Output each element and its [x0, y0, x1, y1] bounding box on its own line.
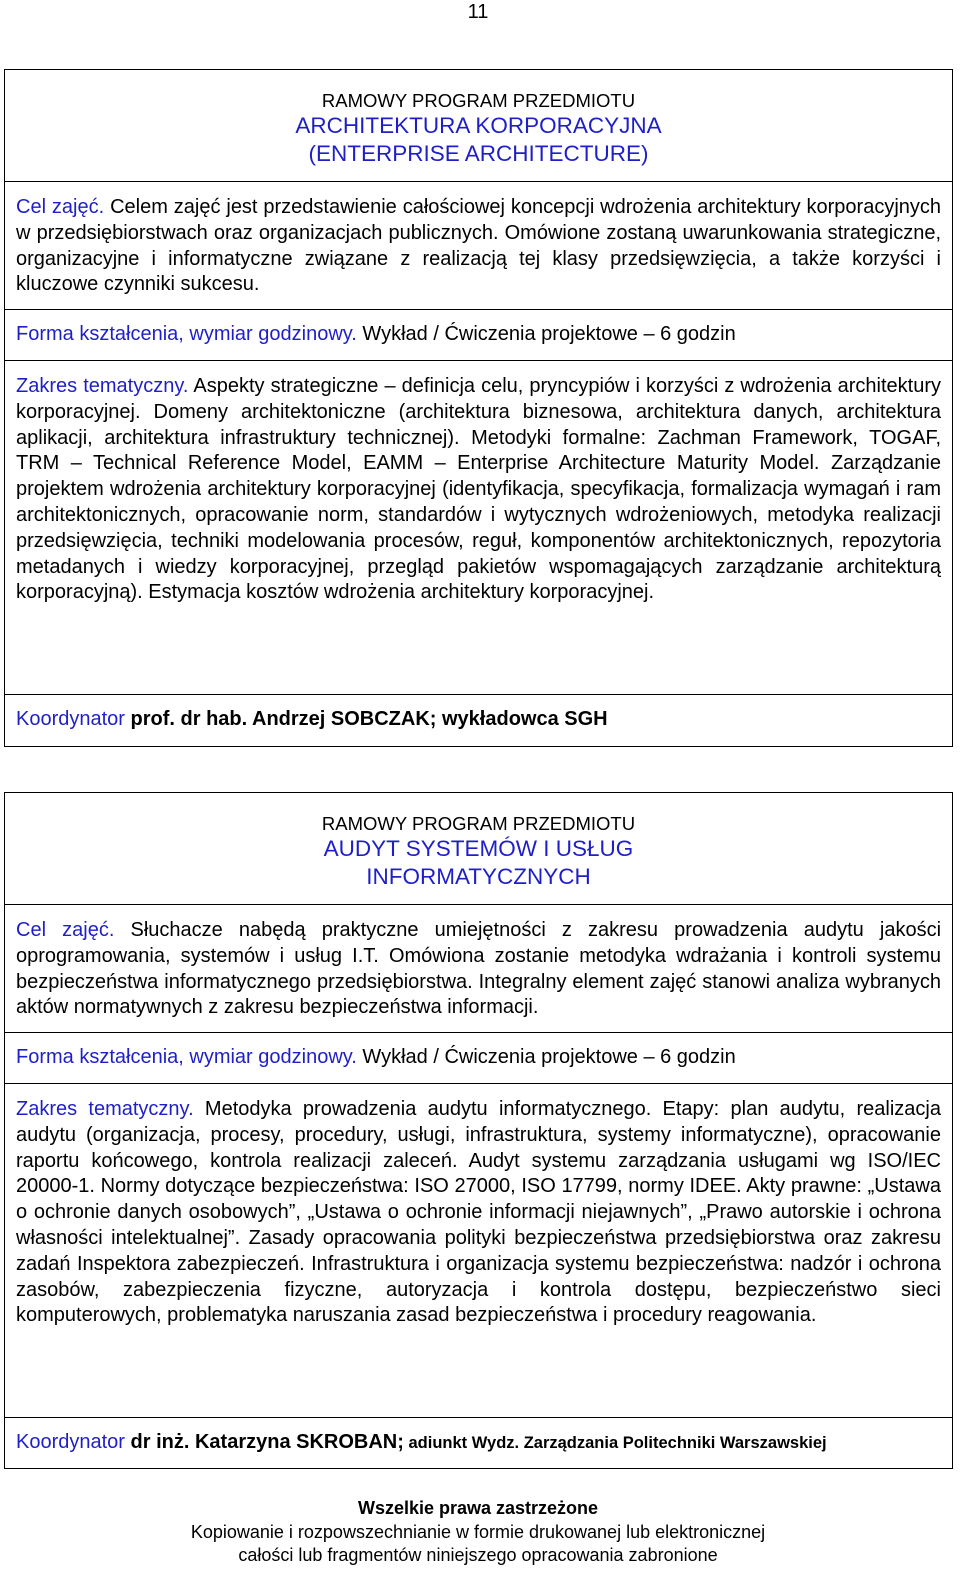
- coordinator-label: Koordynator: [16, 708, 125, 730]
- course-table-it-audit: [4, 792, 953, 1469]
- course-table-enterprise-architecture: [4, 69, 953, 747]
- course-goal: [5, 905, 953, 1033]
- course-scope: [5, 1084, 953, 1418]
- footer-copy-notice-2: całości lub fragmentów niniejszego opracowania zabronione: [238, 1545, 718, 1565]
- course-header: [5, 793, 953, 905]
- goal-text: Słuchacze nabędą praktyczne umiejętności z zakresu prowadzenia audytu jakości oprogramowania, systemów i usług I.T. Omówiona zostanie metodyka wdrażania i kontroli systemu bezpieczeństwa informatycznego przedsiębiorstwa. Integralny element zajęć stanowi analiza wybranych aktów normatywnych z zakresu bezpieczeństwa informacji.: [16, 919, 942, 1019]
- form-label: Forma kształcenia, wymiar godzinowy.: [16, 1046, 357, 1068]
- form-label: Forma kształcenia, wymiar godzinowy.: [16, 323, 357, 345]
- goal-text: Celem zajęć jest przedstawienie całościowej koncepcji wdrożenia architektury korporacyjnych w przedsiębiorstwach oraz organizacjach publicznych. Omówione zostaną uwarunkowania strategiczne, organizacyjne i informatyczne związane z realizacją tej klasy przedsięwzięcia, a także korzyści i kluczowe czynniki sukcesu.: [16, 196, 942, 296]
- course-title-line1: ARCHITEKTURA KORPORACYJNA: [295, 113, 662, 138]
- scope-text: Metodyka prowadzenia audytu informatycznego. Etapy: plan audytu, realizacja audytu (organizacja, procesy, procedury, usługi, infrastruktura, systemy informatyczne), opracowanie raportu końcowego, kontrola realizacji zaleceń. Audyt systemu zarządzania usługami wg ISO/IEC 20000-1. Normy dotyczące bezpieczeństwa: ISO 27000, ISO 17799, normy IDEE. Akty prawne: „Ustawa o ochronie danych osobowych”, „Ustawa o ochronie informacji niejawnych”, „Prawo autorskie i ochrona własności intelektualnej”. Zasady opracowania polityki bezpieczeństwa przedsiębiorstwa oraz zakresu zadań Inspektora zabezpieczeń. Infrastruktura i organizacja systemu bezpieczeństwa: nadzór i ochrona zasobów, zabezpieczenia fizyczne, autoryzacja i kontrola dostępu, bezpieczeństwo sieci komputerowych, problematyka naruszania zasad bezpieczeństwa i procedury reagowania.: [16, 1098, 942, 1327]
- course-form: [5, 1033, 953, 1084]
- course-title-line2: INFORMATYCZNYCH: [366, 864, 591, 889]
- course-header: [5, 70, 953, 182]
- course-coordinator: [5, 1418, 953, 1469]
- course-title-line2: (ENTERPRISE ARCHITECTURE): [308, 141, 649, 166]
- course-pretitle: RAMOWY PROGRAM PRZEDMIOTU: [321, 813, 636, 834]
- coordinator-name: prof. dr hab. Andrzej SOBCZAK; wykładowca SGH: [124, 708, 608, 730]
- course-title-line1: AUDYT SYSTEMÓW I USŁUG: [323, 836, 634, 861]
- course-scope: [5, 361, 953, 695]
- goal-label: Cel zajęć.: [16, 196, 105, 218]
- scope-text: Aspekty strategiczne – definicja celu, pryncypiów i korzyści z wdrożenia architektury korporacyjnej. Domeny architektoniczne (architektura biznesowa, architektura danych, architektura aplikacji, architektura infrastruktury technicznej). Metodyki formalne: Zachman Framework, TOGAF, TRM – Technical Reference Model, EAMM – Enterprise Architecture Maturity Model. Zarządzanie projektem wdrożenia architektury korporacyjnej (identyfikacja, specyfikacja, formalizacja wymagań i ram architektonicznych, opracowanie norm, standardów i wytycznych wdrożeniowych, metodyka realizacji przedsięwzięcia, techniki modelowania procesów, reguł, komponentów architektonicznych, repozytoria metadanych i wiedzy korporacyjnej, przegląd pakietów wspomagających zarządzanie architekturą korporacyjną). Estymacja kosztów wdrożenia architektury korporacyjnej.: [16, 375, 941, 604]
- coordinator-name: dr inż. Katarzyna SKROBAN;: [124, 1431, 404, 1453]
- form-text: Wykład / Ćwiczenia projektowe – 6 godzin: [356, 323, 736, 345]
- footer-rights: Wszelkie prawa zastrzeżone: [357, 1498, 599, 1518]
- goal-label: Cel zajęć.: [16, 919, 115, 941]
- scope-label: Zakres tematyczny.: [16, 375, 189, 397]
- coordinator-label: Koordynator: [16, 1431, 125, 1453]
- footer-copy-notice: Kopiowanie i rozpowszechnianie w formie drukowanej lub elektronicznej: [190, 1521, 766, 1542]
- form-text: Wykład / Ćwiczenia projektowe – 6 godzin: [356, 1046, 736, 1068]
- copyright-footer: [0, 1497, 956, 1568]
- course-coordinator: [5, 695, 953, 747]
- page-number: 11: [467, 1, 489, 23]
- course-goal: [5, 182, 953, 310]
- course-pretitle: RAMOWY PROGRAM PRZEDMIOTU: [321, 90, 636, 111]
- scope-label: Zakres tematyczny.: [16, 1098, 194, 1120]
- coordinator-affiliation: adiunkt Wydz. Zarządzania Politechniki Warszawskiej: [403, 1434, 827, 1452]
- course-form: [5, 310, 953, 361]
